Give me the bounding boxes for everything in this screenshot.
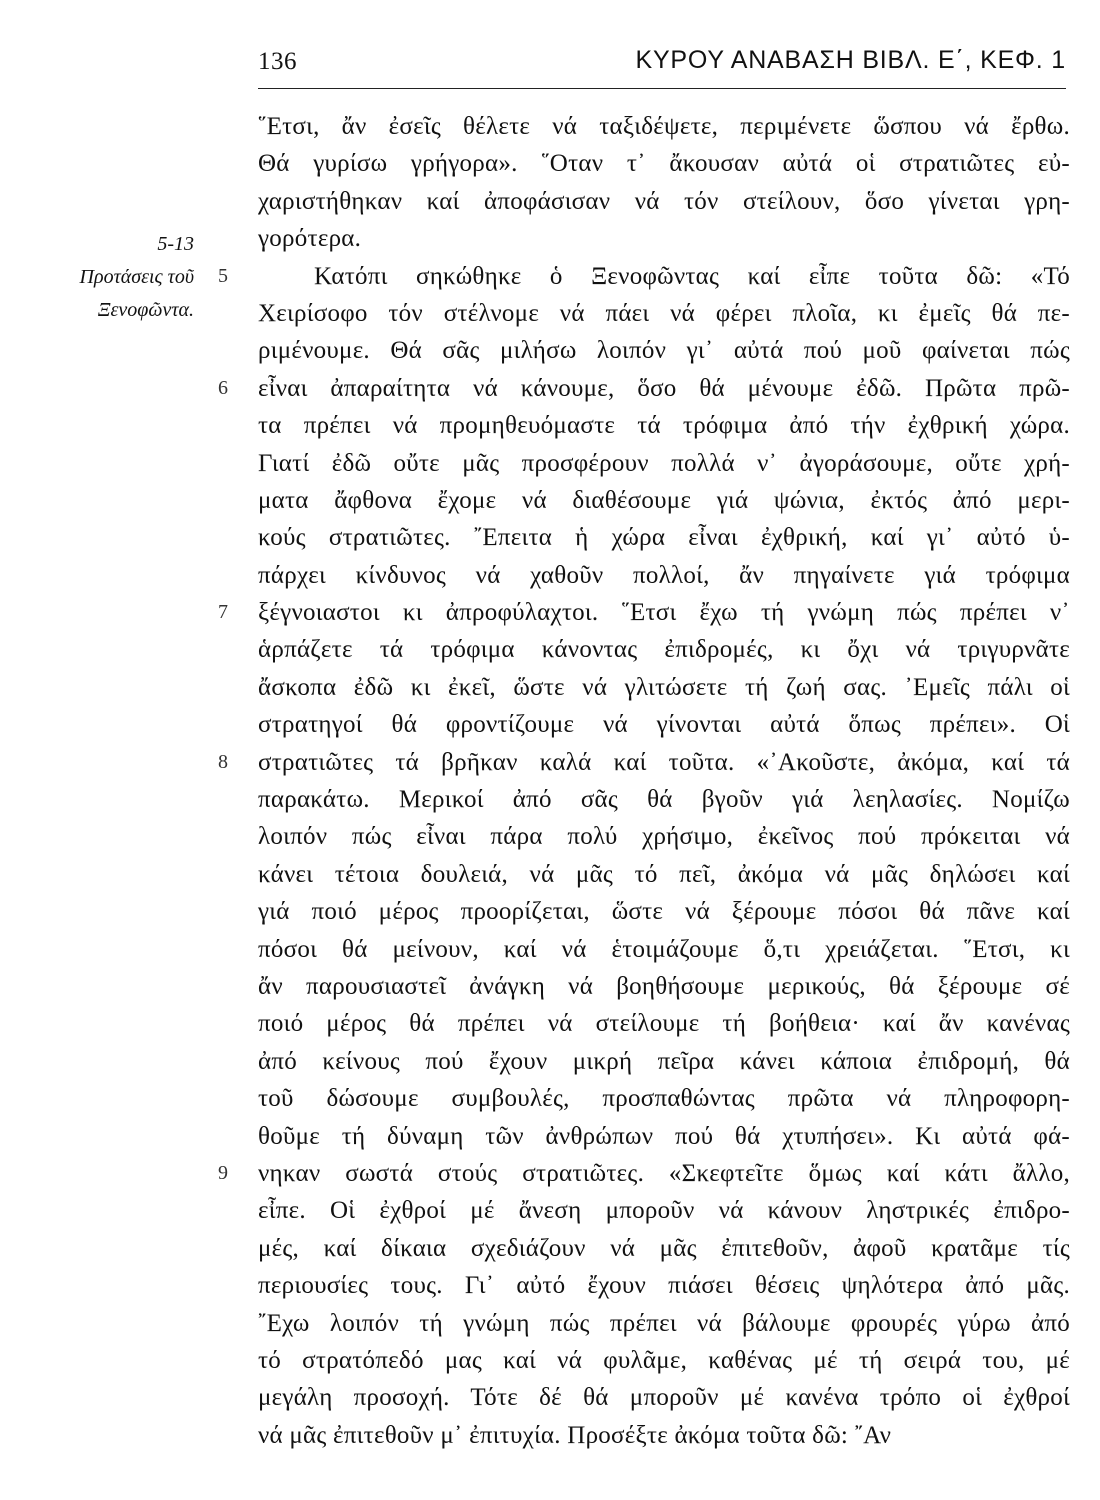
text-line [258,706,1070,743]
line-text: Κατόπι σηκώθηκε ὁ Ξενοφῶντας καί εἶπε τοῦτα δῶ: «Τό [314,262,1070,290]
margin-note-title-line2: Ξενοφῶντα. [97,299,194,321]
line-text: κάνει τέτοια δουλειά, νά μᾶς τό πεῖ, ἀκόμα νά μᾶς δηλώσει καί [258,860,1070,888]
text-line [258,856,1070,893]
text-line [258,1192,1070,1229]
line-text: εἶπε. Οἱ ἐχθροί μέ ἄνεση μποροῦν νά κάνουν ληστρικές ἐπιδρο- [258,1197,1070,1225]
paragraph-number: 8 [218,750,229,773]
line-text: μές, καί δίκαια σχεδιάζουν νά μᾶς ἐπιτεθοῦν, ἀφοῦ κρατᾶμε τίς [258,1234,1070,1262]
line-text: γορότερα. [258,225,362,253]
text-line [258,968,1070,1005]
text-line [258,519,1070,556]
line-text: τοῦ δώσουμε συμβουλές, προσπαθώντας πρῶτα νά πληροφορη- [258,1085,1070,1113]
text-line [258,781,1070,818]
line-text: Γιατί ἐδῶ οὔτε μᾶς προσφέρουν πολλά ν᾽ ἀγοράσουμε, οὔτε χρή- [258,449,1070,477]
paragraph-number: 5 [218,264,229,287]
text-line [258,445,1070,482]
text-line [258,1417,1070,1454]
line-text: Χειρίσοφο τόν στέλνομε νά πάει νά φέρει πλοῖα, κι ἐμεῖς θά πε- [258,299,1070,327]
line-text: ἄν παρουσιαστεῖ ἀνάγκη νά βοηθήσουμε μερικούς, θά ξέρουμε σέ [258,972,1070,1000]
running-title: ΚΥΡΟΥ ΑΝΑΒΑΣΗ ΒΙΒΛ. Ε΄, ΚΕΦ. 1 [635,46,1066,74]
line-text: μεγάλη προσοχή. Τότε δέ θά μποροῦν μέ κανένα τρόπο οἱ ἐχθροί [258,1384,1070,1412]
line-text: ἀπό κείνους πού ἔχουν μικρή πεῖρα κάνει κάποια ἐπιδρομή, θά [258,1047,1070,1075]
line-text: ἁρπάζετε τά τρόφιμα κάνοντας ἐπιδρομές, κι ὄχι νά τριγυρνᾶτε [258,636,1070,664]
page-header [258,40,1066,90]
text-line [258,557,1070,594]
text-line [218,370,1070,407]
paragraph-number: 7 [218,601,229,624]
line-text: θοῦμε τή δύναμη τῶν ἀνθρώπων πού θά χτυπήσει». Κι αὐτά φά- [258,1122,1070,1150]
paragraph-number: 6 [218,376,229,399]
text-line [258,108,1070,145]
line-text: ἄσκοπα ἐδῶ κι ἐκεῖ, ὥστε νά γλιτώσετε τή ζωή σας. ᾽Εμεῖς πάλι οἱ [258,673,1070,701]
text-line [258,145,1070,182]
line-text: ριμένουμε. Θά σᾶς μιλήσω λοιπόν γι᾽ αὐτά πού μοῦ φαίνεται πώς [258,337,1070,365]
text-line [218,258,1070,295]
text-line [258,407,1070,444]
text-line [258,931,1070,968]
line-text: τα πρέπει νά προμηθευόμαστε τά τρόφιμα ἀπό τήν ἐχθρική χώρα. [258,412,1070,440]
text-line [258,1230,1070,1267]
line-text: πόσοι θά μείνουν, καί νά ἑτοιμάζουμε ὅ,τι χρειάζεται. ῞Ετσι, κι [258,935,1070,963]
line-text: ξέγνοιαστοι κι ἀπροφύλαχτοι. ῞Ετσι ἔχω τή γνώμη πώς πρέπει ν᾽ [258,599,1070,627]
line-text: πάρχει κίνδυνος νά χαθοῦν πολλοί, ἄν πηγαίνετε γιά τρόφιμα [258,561,1070,589]
text-line [218,744,1070,781]
line-text: κούς στρατιῶτες. ῎Επειτα ἡ χώρα εἶναι ἐχθρική, καί γι᾽ αὐτό ὑ- [258,524,1070,552]
margin-note-range: 5-13 [157,233,194,255]
line-text: Θά γυρίσω γρήγορα». ῞Οταν τ᾽ ἄκουσαν αὐτά οἱ στρατιῶτες εὐ- [258,150,1070,178]
line-text: χαριστήθηκαν καί ἀποφάσισαν νά τόν στείλουν, ὅσο γίνεται γρη- [258,187,1070,215]
text-line [258,1005,1070,1042]
text-line [258,220,1070,257]
page-number: 136 [258,48,297,75]
margin-note [44,228,194,327]
text-line [258,1043,1070,1080]
text-line [258,669,1070,706]
text-line [258,295,1070,332]
line-text: ῎Εχω λοιπόν τή γνώμη πώς πρέπει νά βάλουμε φρουρές γύρω ἀπό [258,1309,1070,1337]
header-rule [258,88,1066,89]
line-text: στρατιῶτες τά βρῆκαν καλά καί τοῦτα. «᾽Ακοῦστε, ἀκόμα, καί τά [258,748,1070,776]
line-text: στρατηγοί θά φροντίζουμε νά γίνονται αὐτά ὅπως πρέπει». Οἱ [258,711,1070,739]
text-line [258,1080,1070,1117]
line-text: λοιπόν πώς εἶναι πάρα πολύ χρήσιμο, ἐκεῖνος πού πρόκειται νά [258,823,1070,851]
text-line [258,1118,1070,1155]
text-line [258,183,1070,220]
margin-note-title-line1: Προτάσεις τοῦ [79,266,194,288]
line-text: ῞Ετσι, ἄν ἐσεῖς θέλετε νά ταξιδέψετε, περιμένετε ὥσπου νά ἔρθω. [258,113,1070,140]
text-line [218,594,1070,631]
text-line [258,1379,1070,1416]
text-line [258,332,1070,369]
line-text: εἶναι ἀπαραίτητα νά κάνουμε, ὅσο θά μένουμε ἐδῶ. Πρῶτα πρῶ- [258,374,1070,402]
text-line [258,1342,1070,1379]
line-text: ποιό μέρος θά πρέπει νά στείλουμε τή βοήθεια· καί ἄν κανένας [258,1010,1070,1038]
line-text: τό στρατόπεδό μας καί νά φυλᾶμε, καθένας μέ τή σειρά του, μέ [258,1346,1070,1374]
text-line [258,818,1070,855]
text-line [258,631,1070,668]
line-text: περιουσίες τους. Γι᾽ αὐτό ἔχουν πιάσει θέσεις ψηλότερα ἀπό μᾶς. [258,1272,1070,1300]
text-line [218,1155,1070,1192]
body-text [218,108,1070,1454]
line-text: νηκαν σωστά στούς στρατιῶτες. «Σκεφτεῖτε ὅμως καί κάτι ἄλλο, [258,1159,1070,1187]
text-line [258,1305,1070,1342]
line-text: παρακάτω. Μερικοί ἀπό σᾶς θά βγοῦν γιά λεηλασίες. Νομίζω [258,786,1070,814]
line-text: γιά ποιό μέρος προορίζεται, ὥστε νά ξέρουμε πόσοι θά πᾶνε καί [258,898,1070,926]
text-line [258,893,1070,930]
line-text: ματα ἄφθονα ἔχομε νά διαθέσουμε γιά ψώνια, ἐκτός ἀπό μερι- [258,486,1070,514]
text-line [258,1267,1070,1304]
line-text: νά μᾶς ἐπιτεθοῦν μ᾽ ἐπιτυχία. Προσέξτε ἀκόμα τοῦτα δῶ: ῎Αν [258,1421,892,1449]
text-line [258,482,1070,519]
paragraph-number: 9 [218,1161,229,1184]
